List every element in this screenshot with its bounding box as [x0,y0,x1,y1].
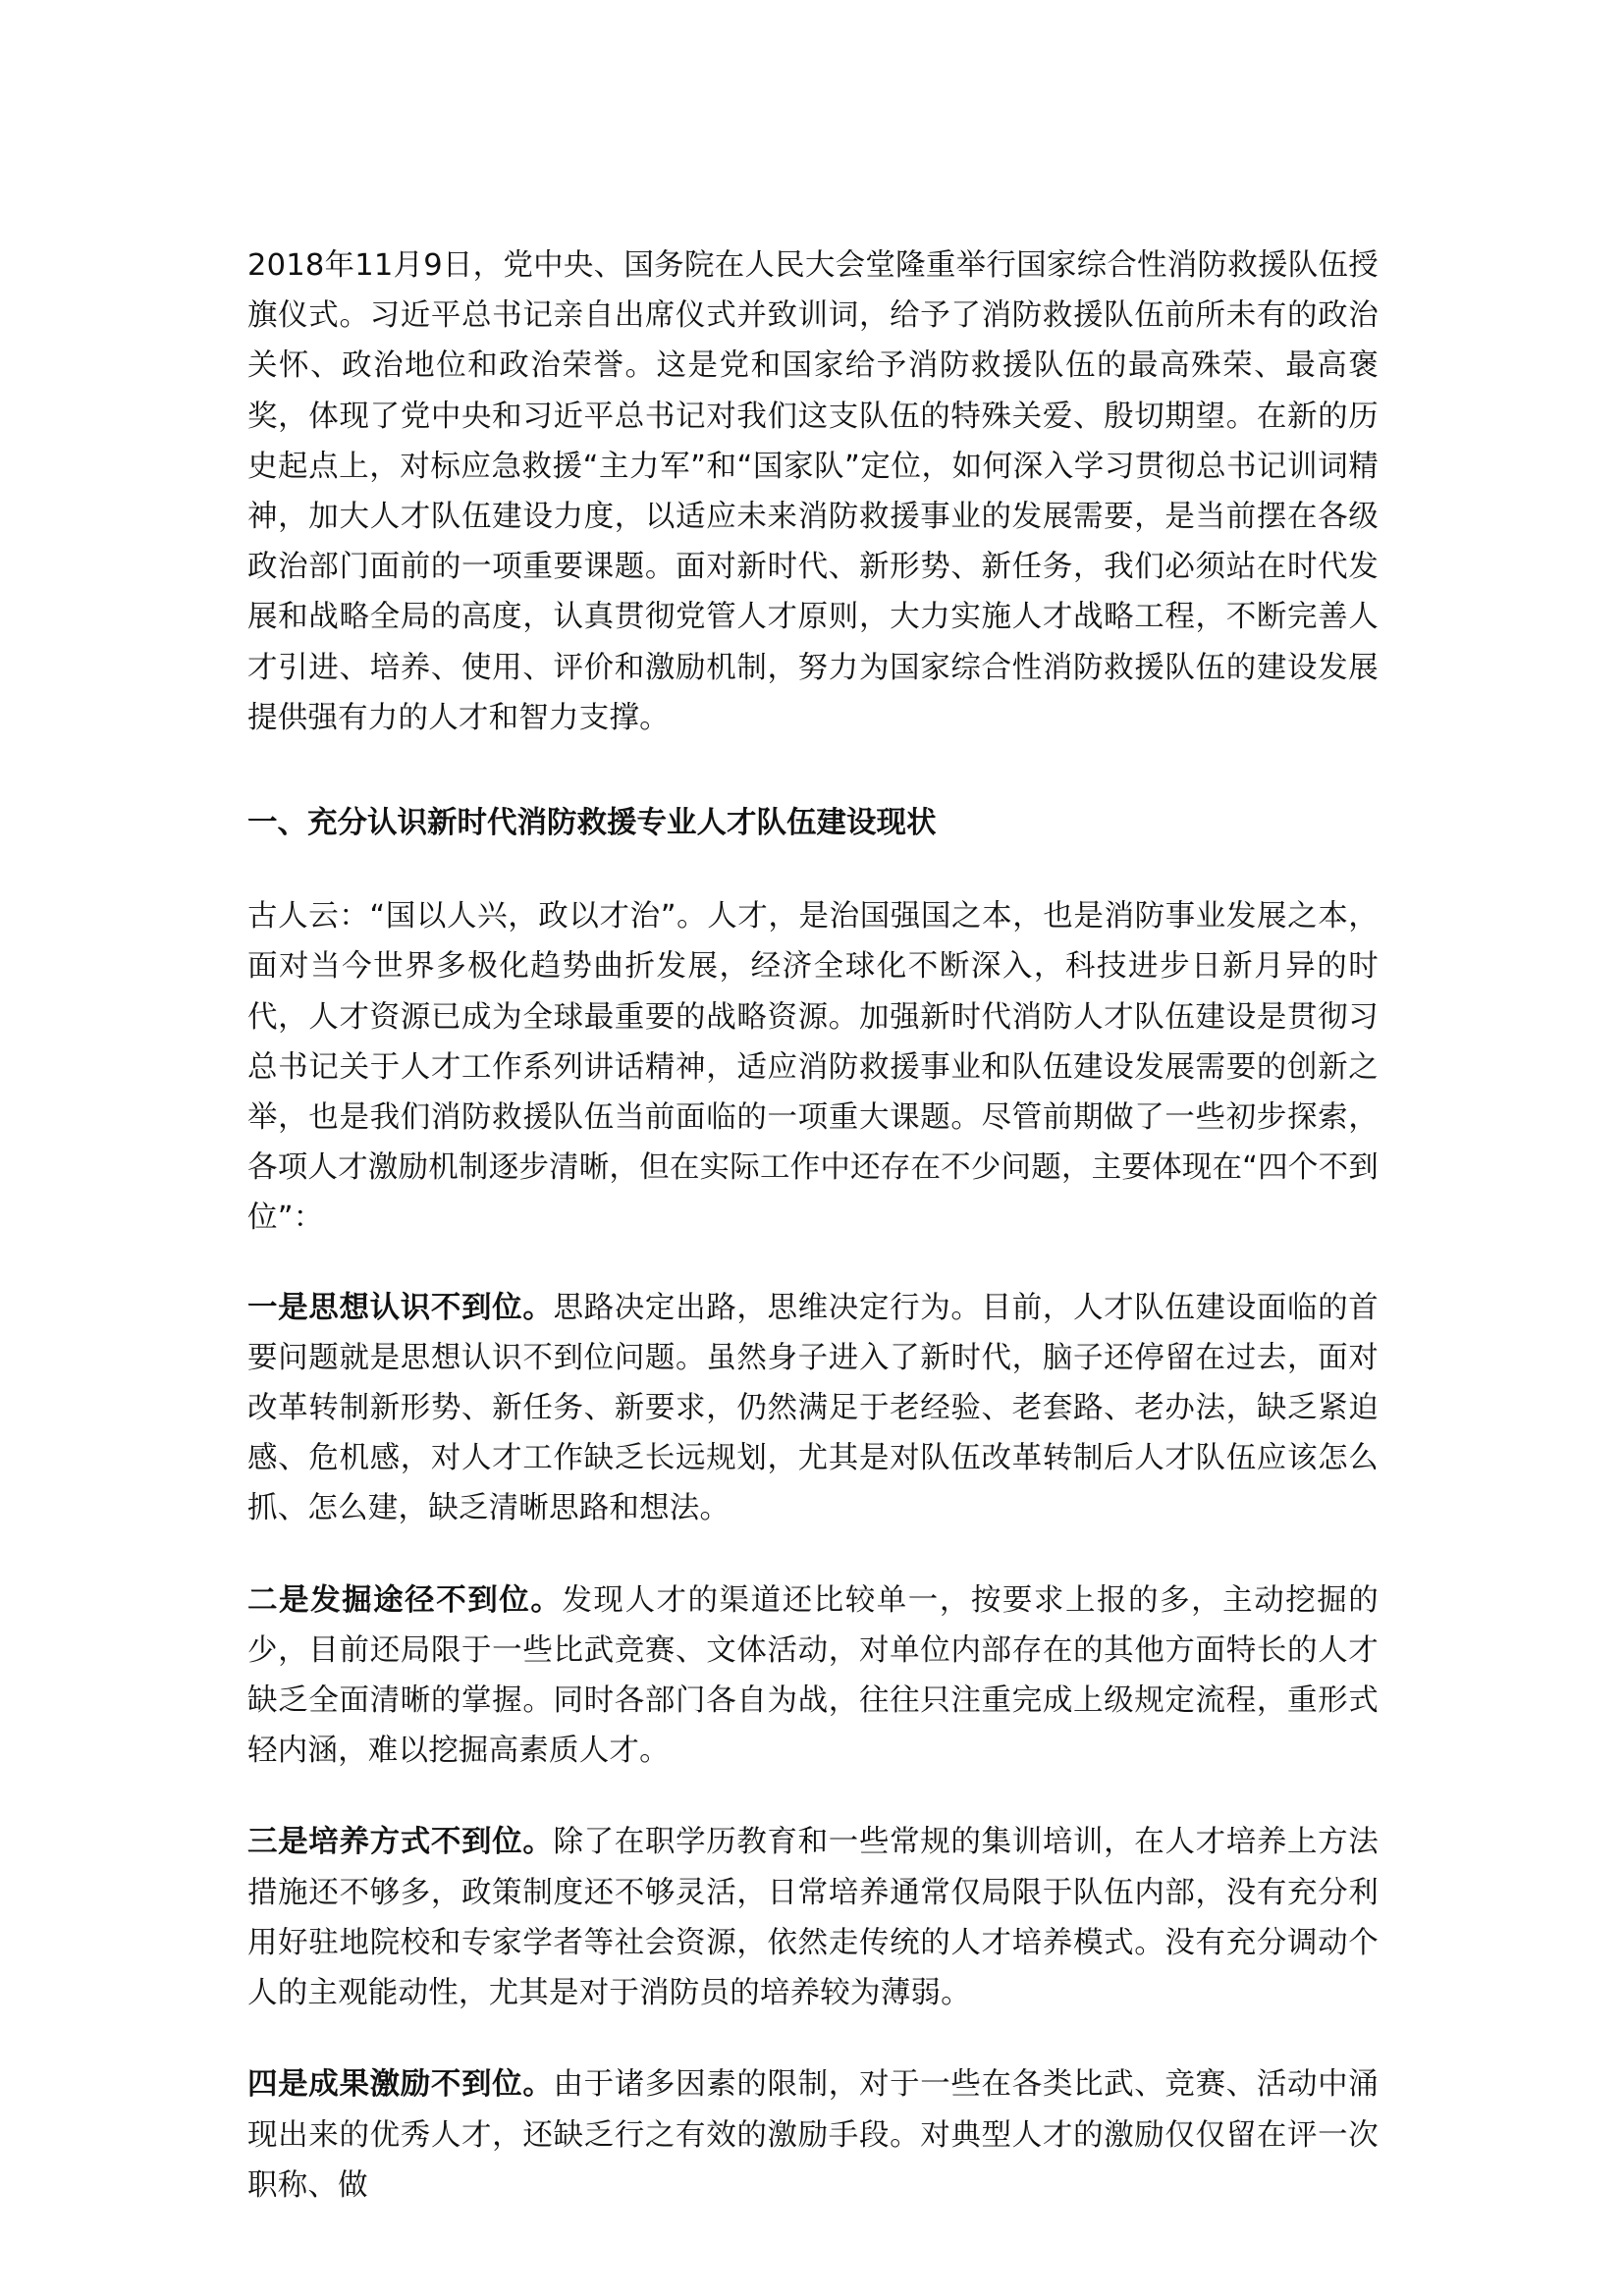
section-heading: 一、充分认识新时代消防救援专业人才队伍建设现状 [247,806,937,841]
point-paragraph-3 [247,1817,1379,2018]
point-body: 由于诸多因素的限制，对于一些在各类比武、竞赛、活动中涌现出来的优秀人才，还缺乏行之有效的激励手段。对典型人才的激励仅仅留在评一次职称、做 [247,2067,1380,2203]
point-title: 一是思想认识不到位。 [247,1290,554,1325]
document-page [247,240,1379,2252]
point-title: 二是发掘途径不到位。 [247,1582,563,1618]
point-body: 除了在职学历教育和一些常规的集训培训，在人才培养上方法措施还不够多，政策制度还不够灵活，日常培养通常仅局限于队伍内部，没有充分利用好驻地院校和专家学者等社会资源，依然走传统的人才培养模式。没有充分调动个人的主观能动性，尤其是对于消防员的培养较为薄弱。 [247,1825,1380,2011]
point-title: 三是培养方式不到位。 [247,1825,554,1860]
point-paragraph-1 [247,1283,1379,1534]
point-body: 发现人才的渠道还比较单一，按要求上报的多，主动挖掘的少，目前还局限于一些比武竞赛、文体活动，对单位内部存在的其他方面特长的人才缺乏全面清晰的掌握。同时各部门各自为战，往往只注重完成上级规定流程，重形式轻内涵，难以挖掘高素质人才。 [247,1582,1379,1769]
point-title: 四是成果激励不到位。 [247,2067,554,2103]
point-body: 思路决定出路，思维决定行为。目前，人才队伍建设面临的首要问题就是思想认识不到位问题。虽然身子进入了新时代，脑子还停留在过去，面对改革转制新形势、新任务、新要求，仍然满足于老经验、老套路、老办法，缺乏紧迫感、危机感，对人才工作缺乏长远规划，尤其是对队伍改革转制后人才队伍应该怎么抓、怎么建，缺乏清晰思路和想法。 [247,1290,1380,1526]
point-paragraph-4 [247,2059,1379,2211]
point-paragraph-2 [247,1575,1379,1777]
intro-paragraph: 2018年11月9日，党中央、国务院在人民大会堂隆重举行国家综合性消防救援队伍授旗仪式。习近平总书记亲自出席仪式并致训词，给予了消防救援队伍前所未有的政治关怀、政治地位和政治荣誉。这是党和国家给予消防救援队伍的最高殊荣、最高褒奖，体现了党中央和习近平总书记对我们这支队伍的特殊关爱、殷切期望。在新的历史起点上，对标应急救援“主力军”和“国家队”定位，如何深入学习贯彻总书记训词精神，加大人才队伍建设力度，以适应未来消防救援事业的发展需要，是当前摆在各级政治部门面前的一项重要课题。面对新时代、新形势、新任务，我们必须站在时代发展和战略全局的高度，认真贯彻党管人才原则，大力实施人才战略工程，不断完善人才引进、培养、使用、评价和激励机制，努力为国家综合性消防救援队伍的建设发展提供强有力的人才和智力支撑。 [247,248,1379,735]
section-intro-paragraph: 古人云：“国以人兴，政以才治”。人才，是治国强国之本，也是消防事业发展之本，面对当今世界多极化趋势曲折发展，经济全球化不断深入，科技进步日新月异的时代，人才资源已成为全球最重要的战略资源。加强新时代消防人才队伍建设是贯彻习总书记关于人才工作系列讲话精神，适应消防救援事业和队伍建设发展需要的创新之举，也是我们消防救援队伍当前面临的一项重大课题。尽管前期做了一些初步探索，各项人才激励机制逐步清晰，但在实际工作中还存在不少问题，主要体现在“四个不到位”： [247,899,1379,1236]
